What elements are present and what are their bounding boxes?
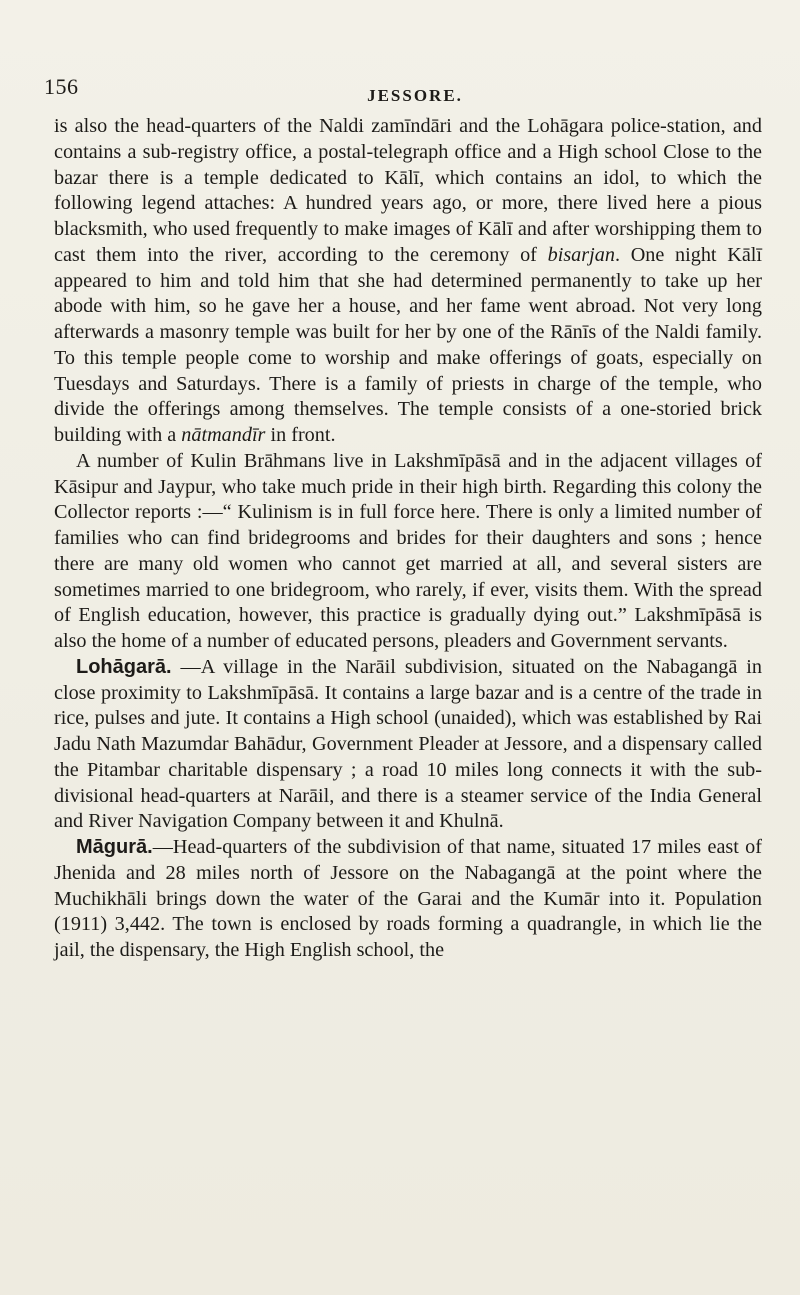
text-run: A number of Kulin Brāhmans live in Lakshmīpāsā and in the adjacent villages of Kāsipur and Jaypur, who take much pride in their high birth. Regarding this colony the Collector reports :—“ Kulinism is in full force here. There is only a limited number of families who can find bridegrooms and brides for their daughters and sons ; hence there are many old women who cannot get married at all, and several sisters are sometimes married to one bridegroom, who rarely, if ever, visits them. With the spread of English education, however, this practice is gradually dying out.” Lakshmīpāsā is also the home of a number of educated persons, pleaders and Government servants. <box>54 449 762 652</box>
italic-term: bisarjan <box>547 243 615 266</box>
paragraph <box>54 655 762 835</box>
page-number: 156 <box>44 74 79 99</box>
entry-heading: Lohāgarā. <box>76 655 172 678</box>
text-run: is also the head-quarters of the Naldi zamīndāri and the Lohāgara police-station, and contains a sub-registry office, a postal-telegraph office and a High school Close to the bazar there is a temple dedicated to Kālī, which contains an idol, to which the following legend attaches: A hundred years ago, or more, there lived here a pious blacksmith, who used frequently to make images of Kālī and after worshipping them to cast them into the river, according to the ceremony of <box>54 115 762 266</box>
body-text <box>54 114 762 964</box>
text-run: . One night Kālī appeared to him and told him that she had determined permanently to take up her abode with him, so he gave her a house, and her fame went abroad. Not very long afterwards a masonry temple was built for her by one of the Rānīs of the Naldi family. To this temple people come to worship and make offerings of goats, especially on Tuesdays and Saturdays. There is a family of priests in charge of the temple, who divide the offerings among themselves. The temple consists of a one-storied brick building with a <box>54 243 762 446</box>
text-run: —Head-quarters of the subdivision of that name, situated 17 miles east of Jhenida and 28 miles north of Jessore on the Nabagangā at the point where the Muchikhāli brings down the water of the Garai and the Kumār into it. Population (1911) 3,442. The town is enclosed by roads forming a quadrangle, in which lie the jail, the dispensary, the High English school, the <box>54 836 762 961</box>
paragraph <box>54 835 762 964</box>
entry-heading: Māgurā. <box>76 836 153 858</box>
paragraph <box>54 114 762 449</box>
running-head: JESSORE. <box>367 86 463 105</box>
paragraph <box>54 449 762 655</box>
text-run: —A village in the Narāil subdivision, situated on the Nabagangā in close proximity to Lakshmīpāsā. It contains a large bazar and is a centre of the trade in rice, pulses and jute. It contains a High school (unaided), which was established by Rai Jadu Nath Mazumdar Bahādur, Government Pleader at Jessore, and a dispensary called the Pitambar charitable dispensary ; a road 10 miles long connects it with the sub-divisional head-quarters at Narāil, and there is a steamer service of the India General and River Navigation Company between it and Khulnā. <box>54 655 762 833</box>
text-run: in front. <box>265 424 336 446</box>
italic-term: nātmandīr <box>181 424 266 446</box>
